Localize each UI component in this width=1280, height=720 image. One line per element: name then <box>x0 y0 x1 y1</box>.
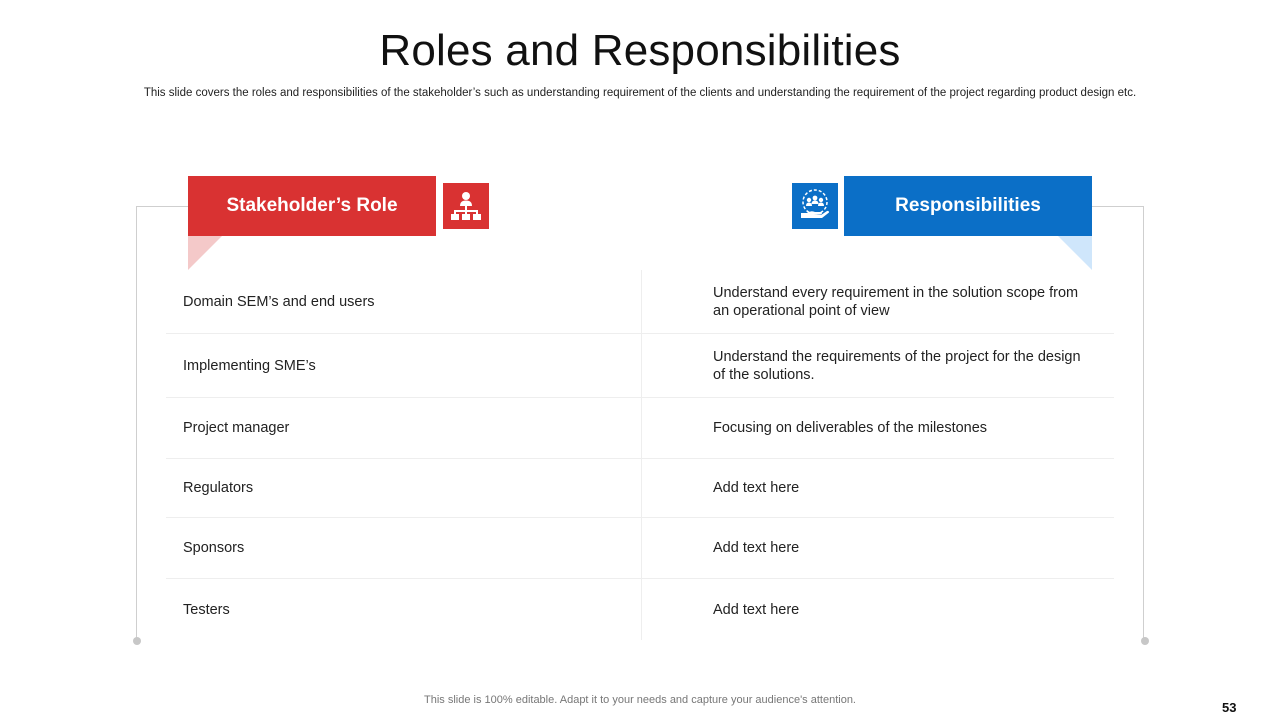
responsibility-cell: Understand the requirements of the project for the design of the solutions. <box>713 348 1081 383</box>
role-cell: Testers <box>166 579 642 640</box>
table-row <box>166 398 1114 459</box>
responsibility-cell: Understand every requirement in the solution scope from an operational point of view <box>713 284 1079 319</box>
table-row <box>166 459 1114 518</box>
responsibility-cell: Add text here <box>713 540 800 556</box>
slide-footer: This slide is 100% editable. Adapt it to your needs and capture your audience's attention. <box>424 694 856 706</box>
team-hand-icon <box>792 183 838 229</box>
role-cell: Implementing SME’s <box>166 334 642 397</box>
slide-subtitle: This slide covers the roles and responsibilities of the stakeholder’s such as understanding requirement of the clients and understanding the requirement of the project regarding product design etc. <box>143 87 1137 99</box>
stakeholder-role-header <box>188 176 436 236</box>
responsibility-cell: Add text here <box>713 601 800 618</box>
table-row <box>166 270 1114 334</box>
stakeholder-role-header-label: Stakeholder’s Role <box>226 195 398 216</box>
responsibilities-header <box>844 176 1092 236</box>
table-row <box>166 334 1114 398</box>
role-cell: Domain SEM’s and end users <box>166 270 642 333</box>
table-row <box>166 518 1114 579</box>
slide-title: Roles and Responsibilities <box>379 26 901 75</box>
org-chart-icon <box>443 183 489 229</box>
header-left-flag <box>188 236 222 270</box>
role-cell: Regulators <box>166 459 642 517</box>
frame-left-dot <box>133 637 141 645</box>
responsibility-cell: Focusing on deliverables of the milestones <box>713 420 988 436</box>
responsibilities-header-label: Responsibilities <box>895 195 1041 216</box>
role-cell: Sponsors <box>166 518 642 578</box>
role-cell: Project manager <box>166 398 642 458</box>
page-number: 53 <box>1222 700 1237 715</box>
responsibility-cell: Add text here <box>713 480 800 496</box>
frame-right-dot <box>1141 637 1149 645</box>
header-right-flag <box>1058 236 1092 270</box>
roles-table <box>166 270 1114 640</box>
table-row <box>166 579 1114 640</box>
